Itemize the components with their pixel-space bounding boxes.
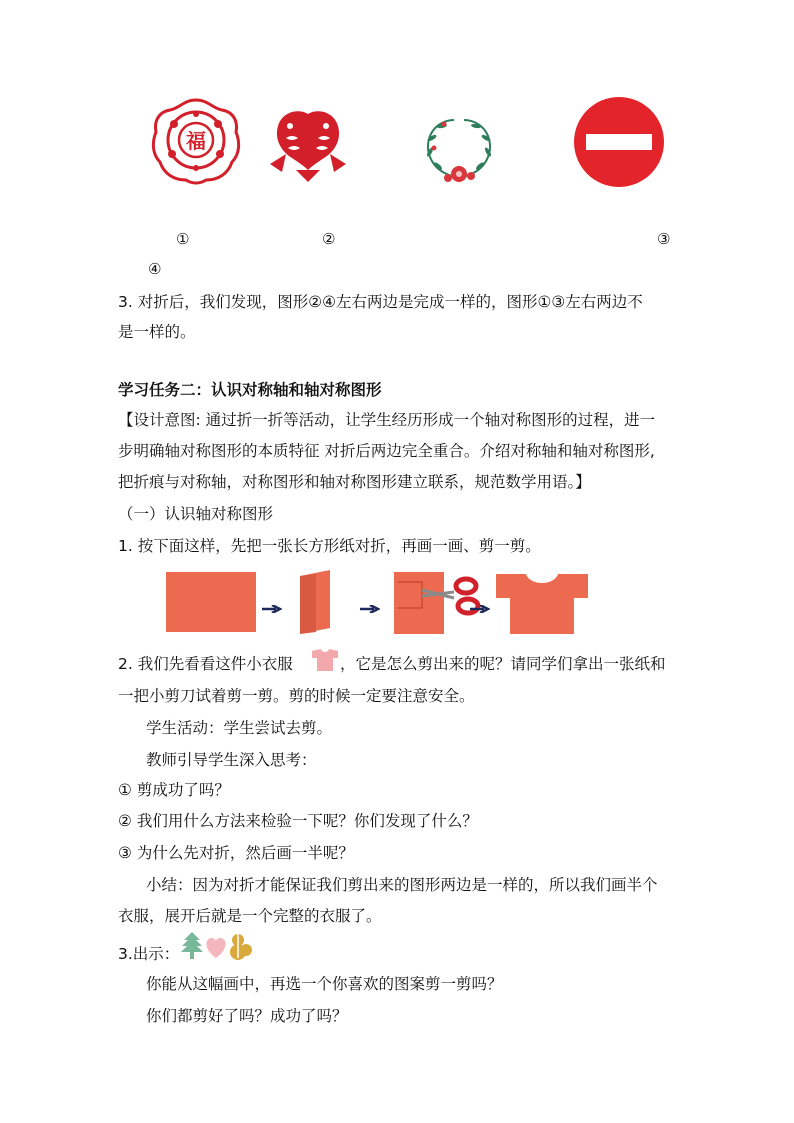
figure-label-1: ① xyxy=(176,230,190,248)
summary-line-1: 小结：因为对折才能保证我们剪出来的图形两边是一样的，所以我们画半个 xyxy=(146,876,658,894)
show-label: 3.出示： xyxy=(118,945,180,963)
figure-label-3: ③ xyxy=(657,230,671,248)
paper-folding-sequence xyxy=(166,568,590,636)
paragraph-3-line-2: 是一样的。 xyxy=(118,323,196,341)
fu-papercut-figure xyxy=(148,96,244,186)
small-shirt-icon xyxy=(312,648,338,672)
arrow-icon xyxy=(360,598,380,606)
task-2-heading: 学习任务二：认识对称轴和轴对称图形 xyxy=(118,381,382,399)
folded-paper xyxy=(296,570,336,634)
teacher-guide: 教师引导学生深入思考： xyxy=(146,751,317,769)
no-entry-sign-figure xyxy=(572,96,666,188)
subsection-heading: （一）认识轴对称图形 xyxy=(118,505,274,523)
student-activity: 学生活动：学生尝试去剪。 xyxy=(146,719,333,737)
design-intent-line-1: 【设计意图: 通过折一折等活动，让学生经历形成一个轴对称图形的过程，进一 xyxy=(118,411,656,429)
design-intent-line-3: 把折痕与对称轴，对称图形和轴对称图形建立联系，规范数学用语。】 xyxy=(118,473,591,491)
tree-heart-gourd-icons xyxy=(180,932,252,960)
step-1-text: 1. 按下面这样，先把一张长方形纸对折，再画一画、剪一剪。 xyxy=(118,537,541,555)
question-2: ② 我们用什么方法来检验一下呢？你们发现了什么？ xyxy=(118,812,478,830)
rectangle-paper xyxy=(166,572,256,632)
question-3: ③ 为什么先对折，然后画一半呢？ xyxy=(118,844,354,862)
floral-wreath-figure xyxy=(418,112,500,188)
ask-line-1: 你能从这幅画中，再选一个你喜欢的图案剪一剪吗？ xyxy=(146,975,503,993)
step-2-line-2: 一把小剪刀试着剪一剪。剪的时候一定要注意安全。 xyxy=(118,687,475,705)
arrow-icon xyxy=(470,598,490,606)
arrow-icon xyxy=(262,598,282,606)
figure-label-2: ② xyxy=(322,230,336,248)
fu-character: 福 xyxy=(186,129,206,153)
step-2-text-end: ，它是怎么剪出来的呢？请同学们拿出一张纸和 xyxy=(340,655,666,673)
step-2-text-start: 2. 我们先看看这件小衣服 xyxy=(118,655,293,673)
summary-line-2: 衣服，展开后就是一个完整的衣服了。 xyxy=(118,907,382,925)
ask-line-2: 你们都剪好了吗？成功了吗？ xyxy=(146,1007,348,1025)
design-intent-line-2: 步明确轴对称图形的本质特征 对折后两边完全重合。介绍对称轴和轴对称图形, xyxy=(118,442,655,460)
unfolded-shirt-paper xyxy=(496,570,588,634)
figure-label-4: ④ xyxy=(148,260,162,278)
paragraph-3-line-1: 3. 对折后，我们发现，图形②④左右两边是完成一样的，图形①③左右两边不 xyxy=(118,293,643,311)
question-1: ① 剪成功了吗？ xyxy=(118,781,230,799)
twin-fish-papercut-figure xyxy=(268,106,348,184)
